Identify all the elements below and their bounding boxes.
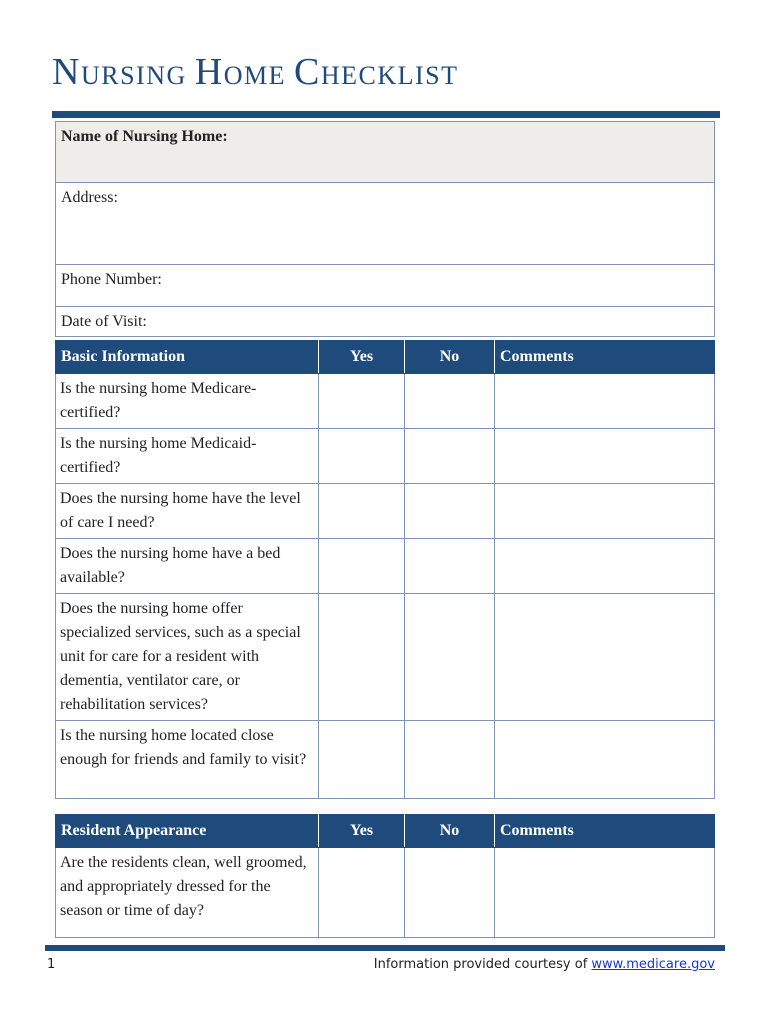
comments-cell[interactable]	[495, 484, 715, 539]
table-row	[56, 429, 715, 484]
title-divider	[52, 111, 720, 118]
table-row	[56, 848, 715, 938]
yes-cell[interactable]	[319, 374, 405, 429]
table-row	[56, 539, 715, 594]
comments-cell[interactable]	[495, 848, 715, 938]
no-cell[interactable]	[405, 539, 495, 594]
yes-column-header: Yes	[319, 341, 405, 374]
question-cell: Is the nursing home Medicaid-certified?	[56, 429, 319, 484]
no-column-header: No	[405, 815, 495, 848]
phone-number-label: Phone Number:	[61, 271, 162, 288]
page-title: NURSING HOME CHECKLIST	[52, 51, 459, 93]
comments-cell[interactable]	[495, 374, 715, 429]
no-cell[interactable]	[405, 484, 495, 539]
no-cell[interactable]	[405, 848, 495, 938]
nursing-home-name-field[interactable]	[56, 122, 715, 183]
address-field[interactable]	[56, 183, 715, 265]
basic-information-table	[55, 340, 715, 799]
table-row	[56, 594, 715, 721]
no-cell[interactable]	[405, 594, 495, 721]
no-cell[interactable]	[405, 429, 495, 484]
medicare-link[interactable]: www.medicare.gov	[591, 957, 715, 972]
date-of-visit-field[interactable]	[56, 307, 715, 337]
yes-cell[interactable]	[319, 429, 405, 484]
comments-column-header: Comments	[495, 341, 715, 374]
phone-number-field[interactable]	[56, 265, 715, 307]
question-cell: Is the nursing home located close enough for friends and family to visit?	[56, 721, 319, 799]
comments-column-header: Comments	[495, 815, 715, 848]
no-column-header: No	[405, 341, 495, 374]
table-row	[56, 484, 715, 539]
question-cell: Is the nursing home Medicare-certified?	[56, 374, 319, 429]
table-row	[56, 721, 715, 799]
yes-cell[interactable]	[319, 848, 405, 938]
page-number: 1	[47, 957, 56, 972]
facility-info-table	[55, 121, 715, 337]
date-of-visit-label: Date of Visit:	[61, 313, 147, 330]
no-cell[interactable]	[405, 721, 495, 799]
comments-cell[interactable]	[495, 721, 715, 799]
table-row	[56, 374, 715, 429]
resident-appearance-table	[55, 814, 715, 938]
basic-information-header: Basic Information	[56, 341, 319, 374]
yes-cell[interactable]	[319, 594, 405, 721]
comments-cell[interactable]	[495, 594, 715, 721]
question-cell: Are the residents clean, well groomed, and appropriately dressed for the season or time of day?	[56, 848, 319, 938]
yes-cell[interactable]	[319, 539, 405, 594]
footer-credit	[374, 957, 715, 972]
nursing-home-name-label: Name of Nursing Home:	[61, 128, 228, 145]
yes-cell[interactable]	[319, 721, 405, 799]
footer-divider	[45, 945, 725, 951]
credit-text: Information provided courtesy of	[373, 957, 592, 972]
address-label: Address:	[61, 189, 118, 206]
yes-column-header: Yes	[319, 815, 405, 848]
yes-cell[interactable]	[319, 484, 405, 539]
question-cell: Does the nursing home have the level of care I need?	[56, 484, 319, 539]
resident-appearance-header: Resident Appearance	[56, 815, 319, 848]
comments-cell[interactable]	[495, 429, 715, 484]
question-cell: Does the nursing home have a bed available?	[56, 539, 319, 594]
comments-cell[interactable]	[495, 539, 715, 594]
no-cell[interactable]	[405, 374, 495, 429]
question-cell: Does the nursing home offer specialized services, such as a special unit for care for a resident with dementia, ventilator care, or rehabilitation services?	[56, 594, 319, 721]
